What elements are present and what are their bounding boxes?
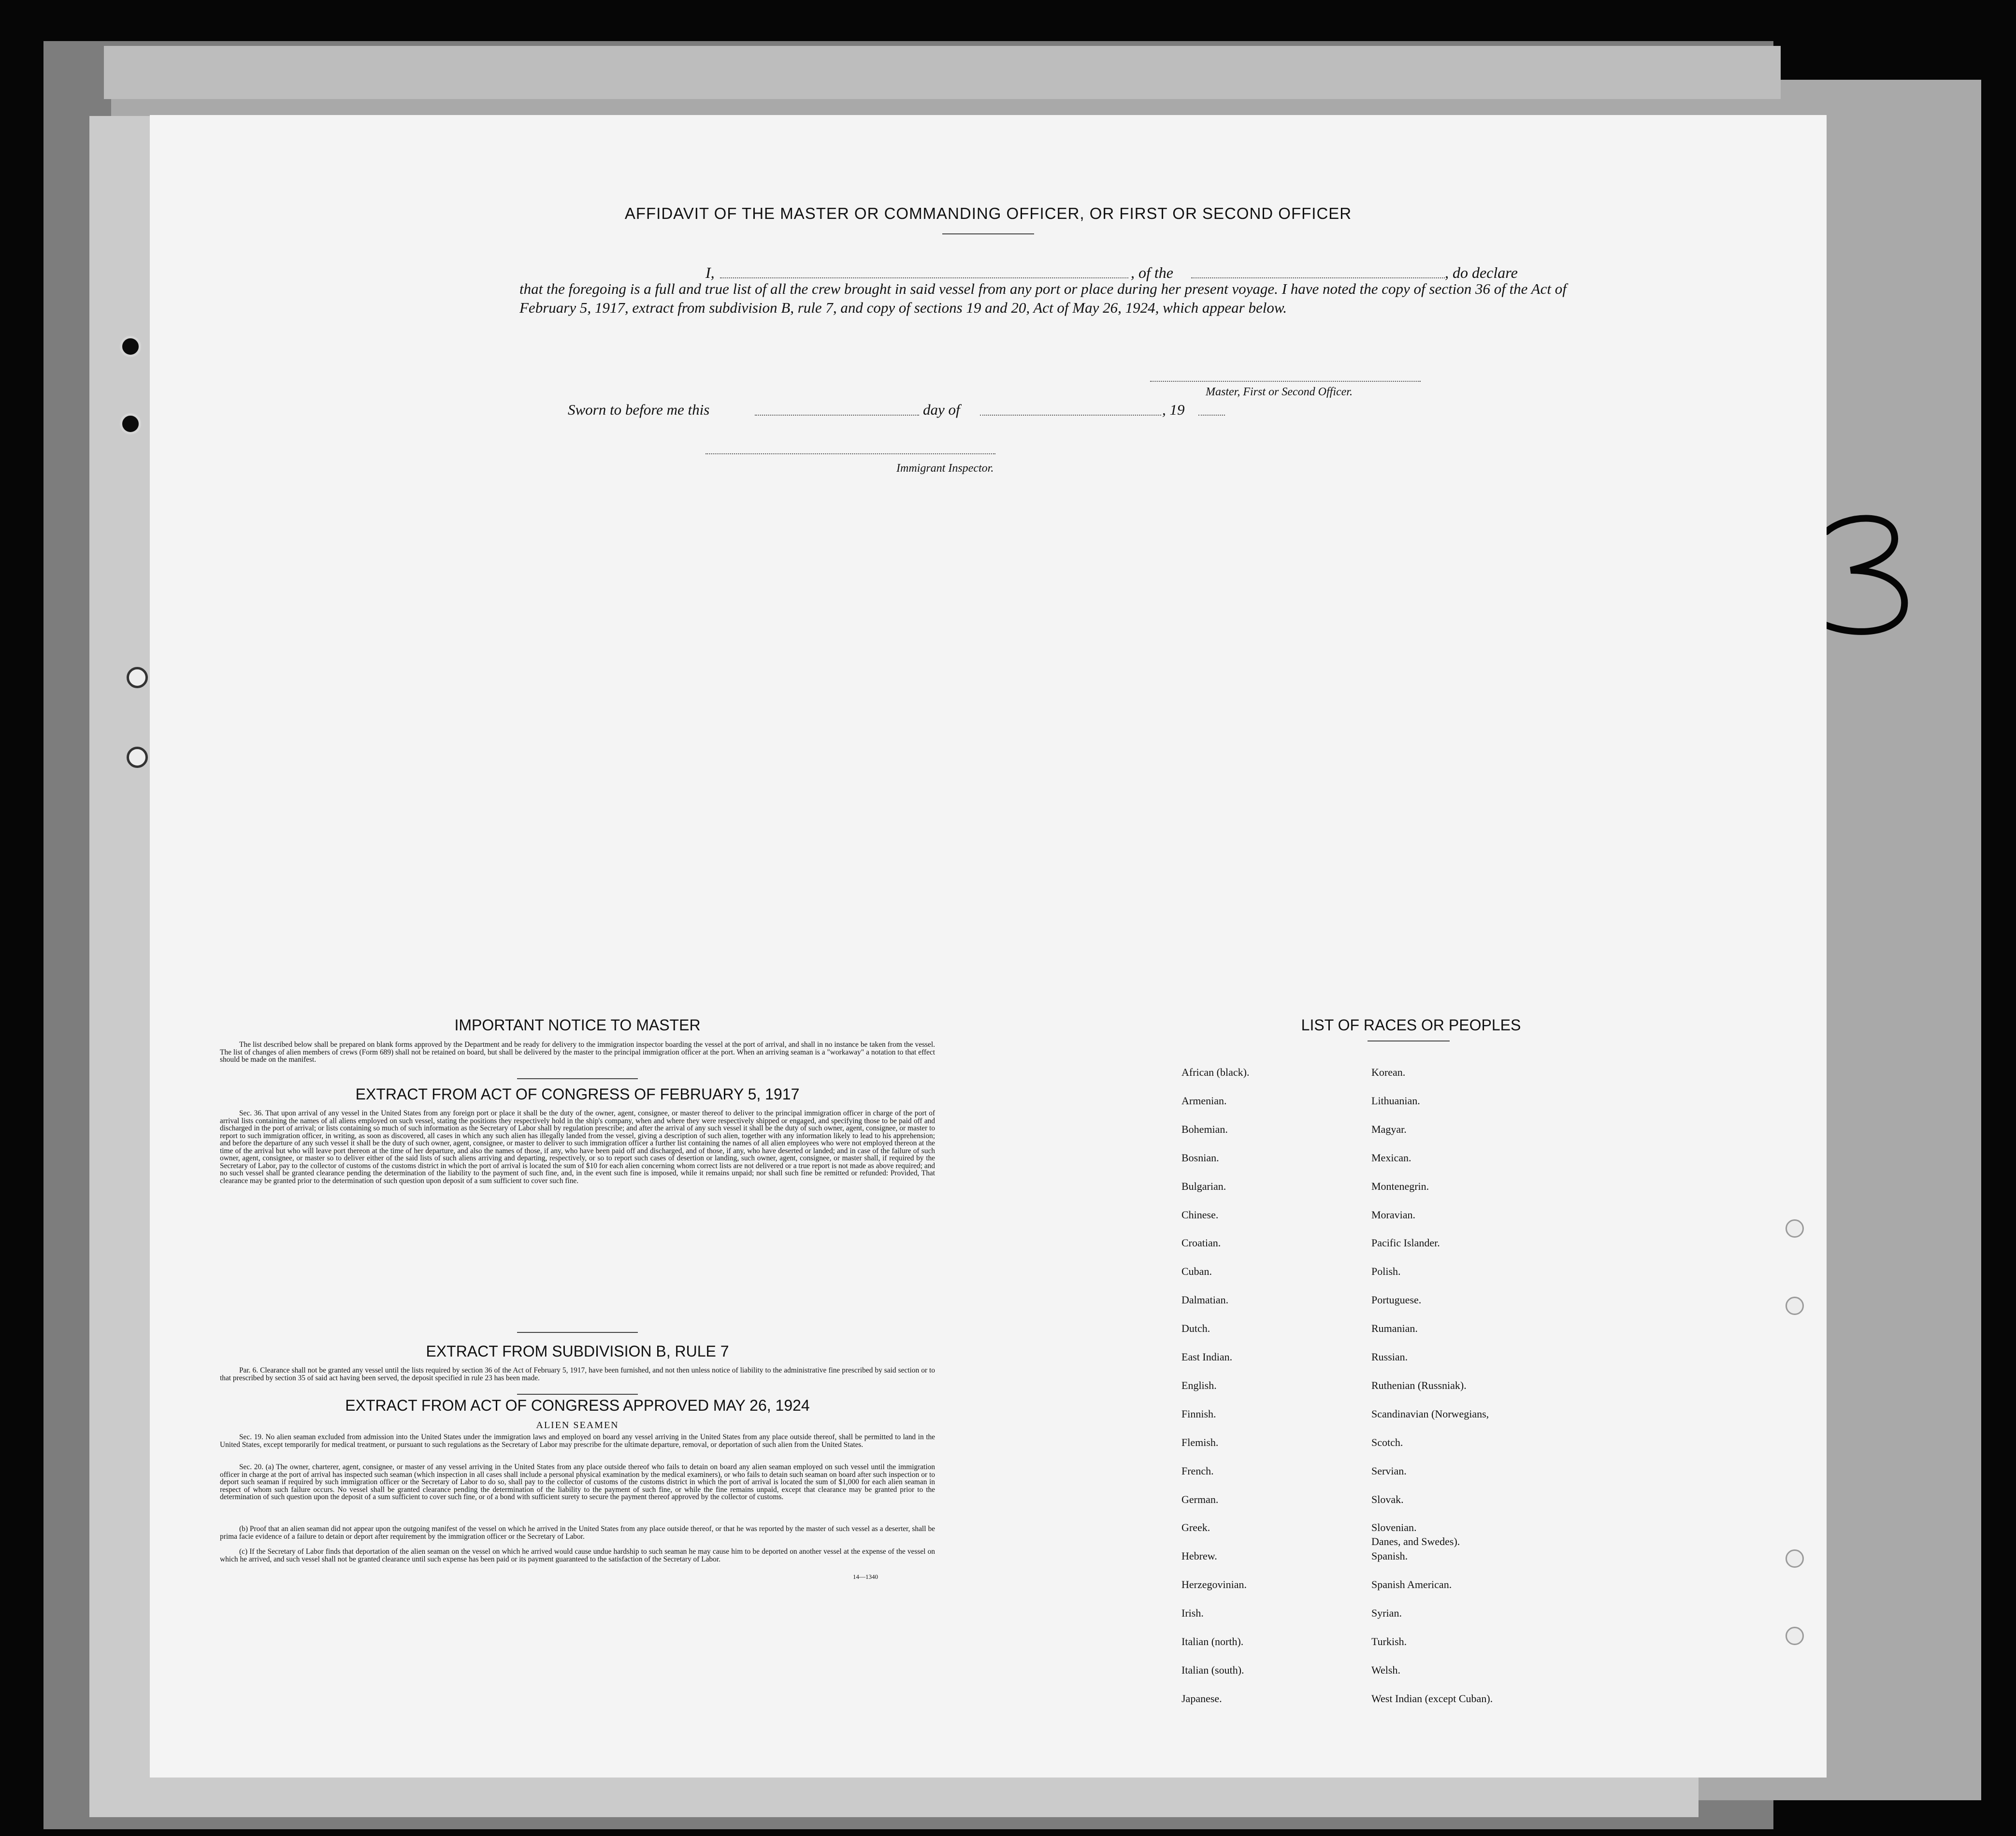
- race-item: Lithuanian.: [1371, 1095, 1420, 1107]
- race-item: Bosnian.: [1181, 1152, 1219, 1164]
- races-heading: LIST OF RACES OR PEOPLES: [1301, 1016, 1521, 1034]
- vessel-field[interactable]: [1191, 277, 1445, 278]
- divider: [517, 1394, 638, 1395]
- race-item: Chinese.: [1181, 1209, 1219, 1221]
- signature-caption: Master, First or Second Officer.: [1206, 386, 1353, 398]
- alien-seamen-subheading: ALIEN SEAMEN: [536, 1420, 619, 1431]
- race-item: Magyar.: [1371, 1123, 1407, 1135]
- race-item: Dalmatian.: [1181, 1294, 1229, 1306]
- race-item: Moravian.: [1371, 1209, 1416, 1221]
- race-item: Greek.: [1181, 1521, 1210, 1533]
- race-item: East Indian.: [1181, 1351, 1233, 1363]
- handwritten-numeral-3: [1817, 512, 1914, 638]
- day-field[interactable]: [755, 415, 919, 416]
- race-item: Rumanian.: [1371, 1322, 1418, 1334]
- form-number: 14—1340: [853, 1573, 878, 1580]
- sworn-prefix: Sworn to before me this: [568, 401, 710, 418]
- race-item: Slovenian.: [1371, 1521, 1417, 1533]
- race-item: Portuguese.: [1371, 1294, 1422, 1306]
- race-item: Montenegrin.: [1371, 1180, 1429, 1192]
- divider: [517, 1332, 638, 1333]
- race-item: Cuban.: [1181, 1265, 1212, 1277]
- punch-hole: [1786, 1297, 1804, 1315]
- race-item: Syrian.: [1371, 1607, 1402, 1619]
- notice-heading: IMPORTANT NOTICE TO MASTER: [454, 1016, 701, 1034]
- race-item: Dutch.: [1181, 1322, 1210, 1334]
- punch-hole: [1786, 1627, 1804, 1645]
- race-item: German.: [1181, 1493, 1219, 1505]
- punch-hole: [1786, 1549, 1804, 1568]
- race-item: Italian (north).: [1181, 1635, 1244, 1648]
- race-item: Scandinavian (Norwegians,: [1371, 1408, 1489, 1420]
- race-continuation: Danes, and Swedes).: [1371, 1535, 1460, 1547]
- race-item: Servian.: [1371, 1465, 1407, 1477]
- year-field[interactable]: [1198, 415, 1225, 416]
- race-item: Ruthenian (Russniak).: [1371, 1379, 1467, 1391]
- race-item: Slovak.: [1371, 1493, 1404, 1505]
- month-field[interactable]: [980, 415, 1161, 416]
- race-item: Turkish.: [1371, 1635, 1407, 1648]
- master-signature-field[interactable]: [1150, 381, 1421, 382]
- race-item: Spanish.: [1371, 1550, 1408, 1562]
- sec19-text: Sec. 19. No alien seaman excluded from admission into the United States under the immigration laws and employed on board any vessel arriving in the United States from any place outside thereof, shall be permitted to land in the United States, except temporarily for medical treatment, or pursuant to such regulations as the Secretary of Labor may prescribe for the ultimate departure, removal, or deportation of such alien from the United States.: [220, 1433, 935, 1449]
- race-item: Flemish.: [1181, 1436, 1219, 1448]
- race-item: Irish.: [1181, 1607, 1204, 1619]
- affidavit-line-start: I,: [706, 264, 715, 281]
- form-page: [150, 115, 1827, 1778]
- race-item: Polish.: [1371, 1265, 1401, 1277]
- race-item: Finnish.: [1181, 1408, 1216, 1420]
- extract-rule7-body: Par. 6. Clearance shall not be granted any vessel until the lists required by section 36 of the Act of February 5, 1917, have been furnished, and not then unless notice of liability to the administrative fine prescribed by said section or to that prescribed by section 35 of said act having been served, the deposit specified in rule 23 has been made.: [220, 1366, 935, 1382]
- race-item: Herzegovinian.: [1181, 1578, 1247, 1590]
- race-item: Hebrew.: [1181, 1550, 1217, 1562]
- race-item: Croatian.: [1181, 1237, 1221, 1249]
- race-item: Armenian.: [1181, 1095, 1227, 1107]
- race-item: Scotch.: [1371, 1436, 1403, 1448]
- punch-hole: [1786, 1219, 1804, 1238]
- affidavit-paragraph: that the foregoing is a full and true list of all the crew brought in said vessel from any port or place during her present voyage. I have noted the copy of section 36 of the Act of February 5, 1917, extract from subdivision B, rule 7, and copy of sections 19 and 20, Act of May 26, 1924, which appear below.: [519, 280, 1567, 316]
- punch-hole: [120, 413, 141, 434]
- notice-body: The list described below shall be prepared on blank forms approved by the Department and be ready for delivery to the immigration inspector boarding the vessel at the port of arrival, and shall in no instance be taken from the vessel. The list of changes of alien members of crews (Form 689) shall not be retained on board, but shall be delivered by the master to the principal immigration officer at the port. When an arriving seaman is a "workaway" a notation to that effect should be made on the manifest.: [220, 1041, 935, 1064]
- race-item: Japanese.: [1181, 1692, 1222, 1705]
- extract-rule7-heading: EXTRACT FROM SUBDIVISION B, RULE 7: [426, 1343, 729, 1360]
- name-field[interactable]: [720, 277, 1128, 278]
- extract-1917-body: Sec. 36. That upon arrival of any vessel in the United States from any foreign port or place it shall be the duty of the owner, agent, consignee, or master thereof to deliver to the principal immigration officer in charge of the port of arrival lists containing the names of all aliens employed on such vessel, stating the positions they respectively hold in the ship's company, when and where they were respectively shipped or engaged, and specifying those to be paid off and discharged in the port of arrival; or lists containing so much of such information as the Secretary of Labor shall by regulation prescribe; and after the arrival of any such vessel it shall be the duty of such owner, agent, consignee, or master to report to such immigration officer, in writing, as soon as discovered, all cases in which any such alien has illegally landed from the vessel, giving a description of such alien, together with any information likely to lead to his apprehension; and before the departure of any such vessel it shall be the duty of such owner, agent, consignee, or master to deliver to such immigration officer a further list containing the names of all alien employees who were not employed thereon at the time of the arrival but who will leave port thereon at the time of her departure, and also the names of those, if any, who have been paid off and discharged, and of those, if any, who have deserted or landed; and in case of the failure of such owner, agent, consignee, or master so to deliver either of the said lists of such aliens arriving and departing, respectively, or so to report such cases of desertion or landing, such owner, agent, consignee, or master shall, if required by the Secretary of Labor, pay to the collector of customs of the customs district in which the port of arrival is located the sum of $10 for each alien concerning whom correct lists are not delivered or a true report is not made as above required; and no such vessel shall be granted clearance pending the determination of the liability to the payment of such fine, and, in the event such fine is imposed, while it remains unpaid; nor shall such fine be remitted or refunded: Provided, That clearance may be granted prior to the determination of such question upon deposit of a sum sufficient to cover such fine.: [220, 1109, 935, 1185]
- race-item: Italian (south).: [1181, 1664, 1244, 1676]
- race-item: Bohemian.: [1181, 1123, 1228, 1135]
- affidavit-line-end: , do declare: [1445, 264, 1518, 281]
- punch-hole: [127, 747, 148, 768]
- punch-hole: [120, 336, 141, 357]
- race-item: African (black).: [1181, 1066, 1250, 1078]
- race-item: English.: [1181, 1379, 1217, 1391]
- extract-1924-heading: EXTRACT FROM ACT OF CONGRESS APPROVED MAY 26, 1924: [345, 1397, 810, 1414]
- race-item: Russian.: [1371, 1351, 1408, 1363]
- sworn-year: , 19: [1162, 401, 1185, 418]
- affidavit-title: AFFIDAVIT OF THE MASTER OR COMMANDING OFFICER, OR FIRST OR SECOND OFFICER: [624, 204, 1352, 222]
- race-item: Spanish American.: [1371, 1578, 1452, 1590]
- race-item: Korean.: [1371, 1066, 1406, 1078]
- sec20a-text: Sec. 20. (a) The owner, charterer, agent, consignee, or master of any vessel arriving in the United States from any place outside thereof who fails to detain on board any alien seaman employed on such vessel until the immigration officer in charge at the port of arrival has inspected such seaman (which inspection in all cases shall include a personal physical examination by the medical examiners), or who fails to detain such seaman on board after such inspection or to deport such seaman if required by such immigration officer or the Secretary of Labor to do so, shall pay to the collector of customs of the customs district in which the port of arrival is located the sum of $1,000 for each alien seaman in respect of whom such failure occurs. No vessel shall be granted clearance pending the determination of the liability to the payment of such fine, or while the fine remains unpaid, except that clearance may be granted prior to the determination of such question upon the deposit of a sum sufficient to cover such fine, or of a bond with sufficient surety to secure the payment thereof approved by the collector of customs.: [220, 1463, 935, 1501]
- sworn-day-of: day of: [923, 401, 960, 418]
- race-item: Pacific Islander.: [1371, 1237, 1440, 1249]
- inspector-caption: Immigrant Inspector.: [896, 462, 994, 475]
- sec20b-text: (b) Proof that an alien seaman did not appear upon the outgoing manifest of the vessel on which he arrived in the United States from any place outside thereof, or that he was reported by the master of such vessel as a deserter, shall be prima facie evidence of a failure to detain or deport after requirement by the immigration officer or the Secretary of Labor.: [220, 1525, 935, 1541]
- divider: [517, 1078, 638, 1079]
- inspector-signature-field[interactable]: [706, 453, 995, 454]
- race-item: West Indian (except Cuban).: [1371, 1692, 1493, 1705]
- affidavit-line-middle: , of the: [1131, 264, 1173, 281]
- race-item: Welsh.: [1371, 1664, 1400, 1676]
- race-item: Mexican.: [1371, 1152, 1411, 1164]
- race-item: Bulgarian.: [1181, 1180, 1226, 1192]
- divider: [942, 233, 1034, 234]
- punch-hole: [127, 667, 148, 688]
- race-item: French.: [1181, 1465, 1214, 1477]
- sec20c-text: (c) If the Secretary of Labor finds that deportation of the alien seaman on the vessel on which he arrived would cause undue hardship to such seaman he may cause him to be deported on another vessel at the expense of the vessel on which he arrived, and such vessel shall not be granted clearance until such expense has been paid or its payment guaranteed to the satisfaction of the Secretary of Labor.: [220, 1547, 935, 1563]
- background-sheet-top: [104, 46, 1781, 99]
- extract-1917-heading: EXTRACT FROM ACT OF CONGRESS OF FEBRUARY 5, 1917: [355, 1085, 800, 1103]
